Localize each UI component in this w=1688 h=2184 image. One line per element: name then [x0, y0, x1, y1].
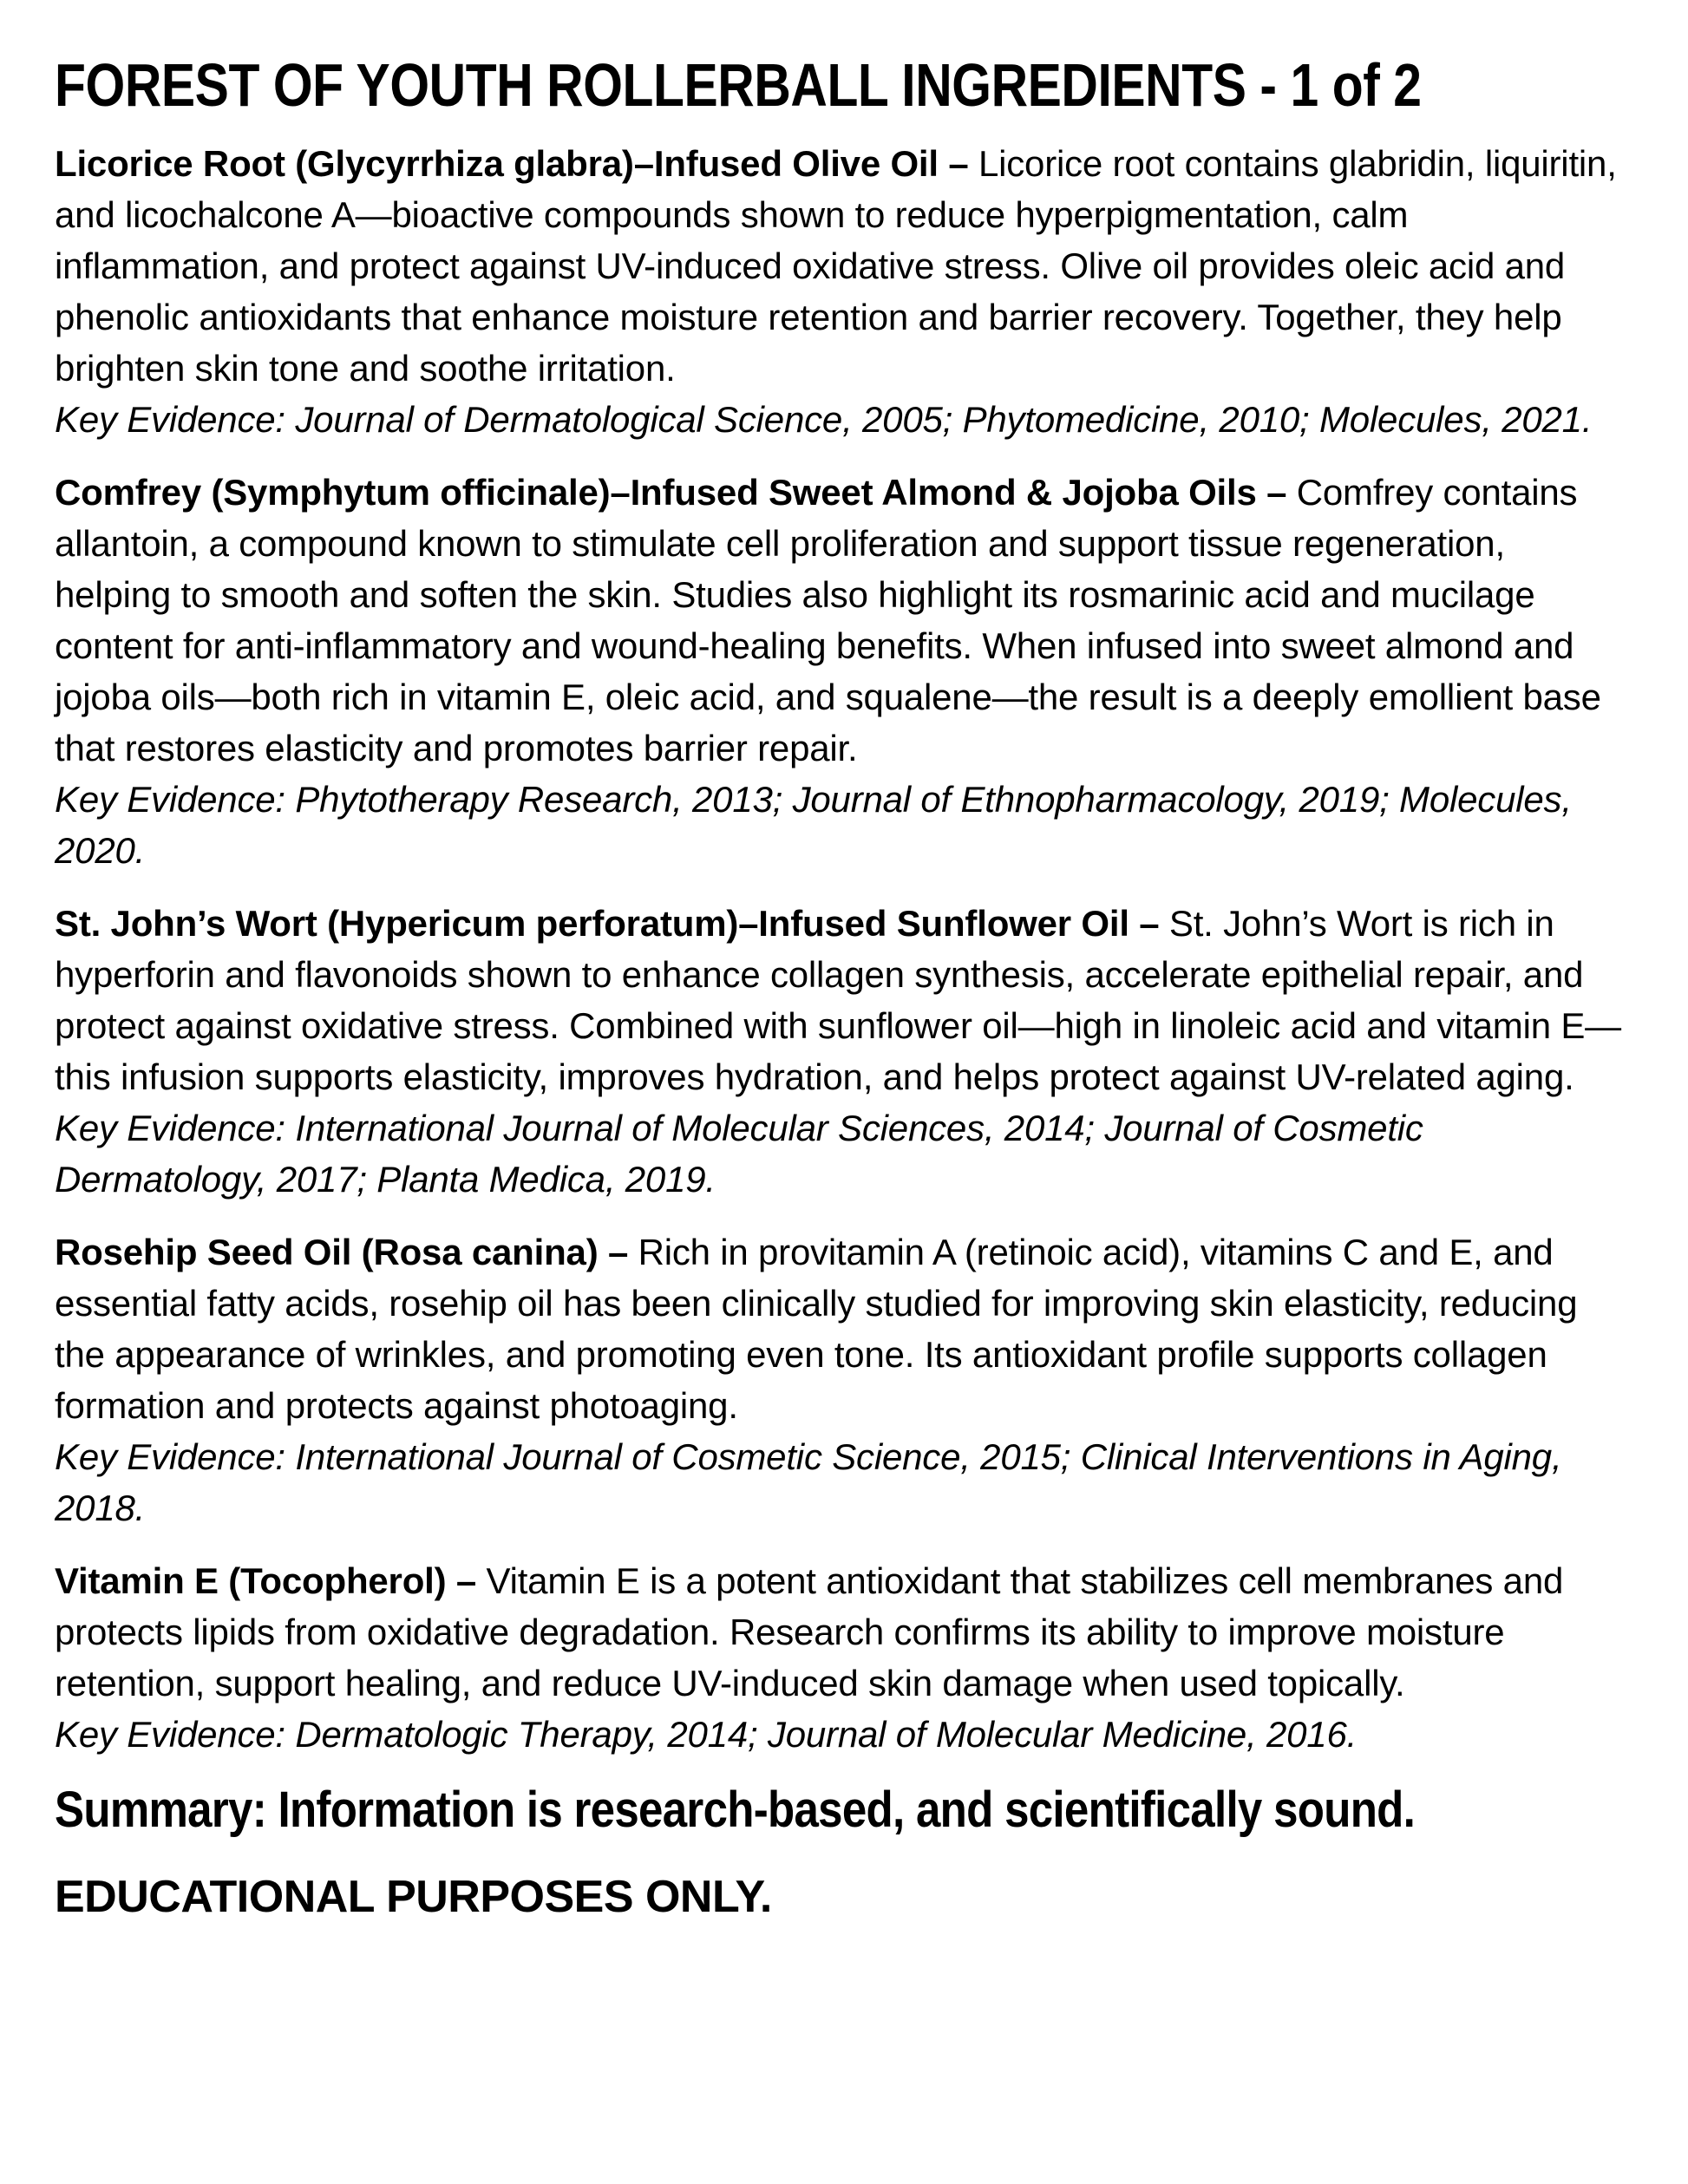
key-evidence: Key Evidence: Phytotherapy Research, 2013; Journal of Ethnopharmacology, 2019; Molecules, 2020.: [55, 779, 1572, 871]
page-title: FOREST OF YOUTH ROLLERBALL INGREDIENTS - 1 of 2: [55, 51, 1422, 119]
ingredient-description: St. John’s Wort is rich in hyperforin and flavonoids shown to enhance collagen synthesis, accelerate epithelial repair, and protect against oxidative stress. Combined with sunflower oil—high in linoleic acid and vitamin E—this infusion supports elasticity, improves hydration, and helps protect against UV-related aging.: [55, 903, 1621, 1097]
ingredient-st-johns-wort: [55, 898, 1631, 1205]
ingredient-paragraph: [55, 1226, 1631, 1431]
ingredient-paragraph: [55, 138, 1631, 394]
ingredient-licorice-root: [55, 138, 1631, 445]
disclaimer-statement: EDUCATIONAL PURPOSES ONLY.: [55, 1872, 772, 1922]
ingredient-comfrey: [55, 467, 1631, 876]
key-evidence: Key Evidence: Dermatologic Therapy, 2014; Journal of Molecular Medicine, 2016.: [55, 1714, 1358, 1755]
ingredient-name: St. John’s Wort (Hypericum perforatum)–Infused Sunflower Oil –: [55, 903, 1169, 944]
ingredient-name: Vitamin E (Tocopherol) –: [55, 1560, 487, 1601]
key-evidence: Key Evidence: Journal of Dermatological Science, 2005; Phytomedicine, 2010; Molecules, 2021.: [55, 399, 1593, 440]
ingredient-description: Rich in provitamin A (retinoic acid), vitamins C and E, and essential fatty acids, rosehip oil has been clinically studied for improving skin elasticity, reducing the appearance of wrinkles, and promoting even tone. Its antioxidant profile supports collagen formation and protects against photoaging.: [55, 1232, 1578, 1426]
key-evidence: Key Evidence: International Journal of Cosmetic Science, 2015; Clinical Interventions in Aging, 2018.: [55, 1436, 1562, 1528]
ingredient-name: Comfrey (Symphytum officinale)–Infused Sweet Almond & Jojoba Oils –: [55, 472, 1297, 513]
ingredient-paragraph: [55, 898, 1631, 1102]
ingredient-name: Licorice Root (Glycyrrhiza glabra)–Infused Olive Oil –: [55, 143, 978, 184]
key-evidence: Key Evidence: International Journal of Molecular Sciences, 2014; Journal of Cosmetic Dermatology, 2017; Planta Medica, 2019.: [55, 1108, 1423, 1200]
ingredient-rosehip-seed-oil: [55, 1226, 1631, 1533]
ingredient-vitamin-e: [55, 1555, 1631, 1760]
ingredient-paragraph: [55, 467, 1631, 774]
ingredient-description: Vitamin E is a potent antioxidant that stabilizes cell membranes and protects lipids from oxidative degradation. Research confirms its ability to improve moisture retention, support healing, and reduce UV-induced skin damage when used topically.: [55, 1560, 1564, 1703]
ingredient-description: Licorice root contains glabridin, liquiritin, and licochalcone A—bioactive compounds shown to reduce hyperpigmentation, calm inflammation, and protect against UV-induced oxidative stress. Olive oil provides oleic acid and phenolic antioxidants that enhance moisture retention and barrier recovery. Together, they help brighten skin tone and soothe irritation.: [55, 143, 1617, 389]
summary-statement: Summary: Information is research-based, and scientifically sound.: [55, 1782, 1416, 1838]
ingredient-paragraph: [55, 1555, 1631, 1709]
ingredient-name: Rosehip Seed Oil (Rosa canina) –: [55, 1232, 638, 1272]
ingredient-description: Comfrey contains allantoin, a compound known to stimulate cell proliferation and support tissue regeneration, helping to smooth and soften the skin. Studies also highlight its rosmarinic acid and mucilage content for anti-inflammatory and wound-healing benefits. When infused into sweet almond and jojoba oils—both rich in vitamin E, oleic acid, and squalene—the result is a deeply emollient base that restores elasticity and promotes barrier repair.: [55, 472, 1601, 768]
